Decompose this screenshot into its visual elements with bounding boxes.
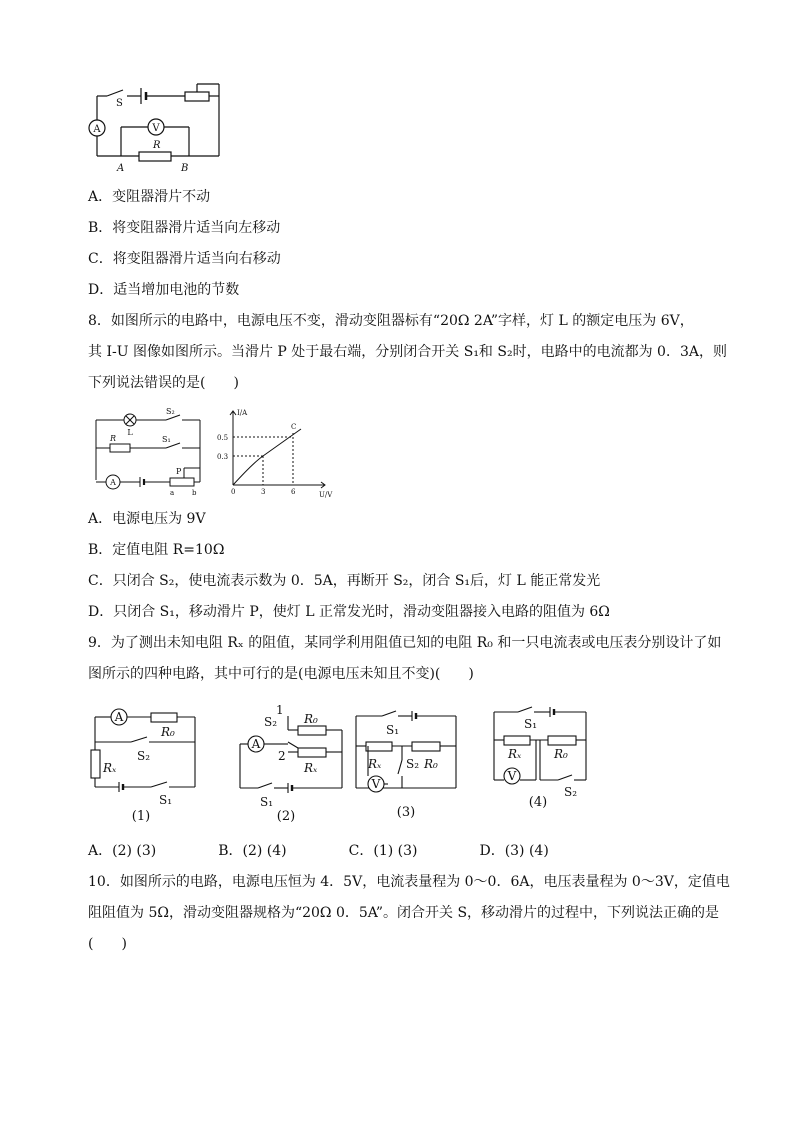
q7-resistor-label: R	[153, 140, 161, 151]
q7-option-b: B．将变阻器滑片适当向左移动	[88, 220, 281, 236]
q9-f3-caption: (3)	[396, 805, 416, 820]
q8-option-b: B．定值电阻 R=10Ω	[88, 542, 225, 558]
q8-stem-line-3: 下列说法错误的是( )	[88, 375, 239, 391]
q8-graph-ylabel: I/A	[237, 409, 248, 417]
q7-option-d: D．适当增加电池的节数	[88, 282, 240, 298]
q8-s2-label: S₂	[166, 408, 175, 416]
q9-figure-2	[230, 696, 348, 826]
q8-option-c: C．只闭合 S₂，使电流表示数为 0．5A，再断开 S₂，闭合 S₁后，灯 L 能正常发光	[88, 573, 601, 589]
q9-f1-label-s1: S₁	[159, 793, 173, 807]
q9-f2-label-r0: R₀	[304, 712, 318, 726]
q7-point-b-label: B	[181, 163, 189, 174]
q9-f1-label-ammeter: A	[114, 710, 124, 724]
q9-f4-caption: (4)	[528, 795, 548, 810]
q9-f4-label-rx: Rₓ	[508, 747, 522, 761]
q7-voltmeter-label: V	[152, 123, 160, 134]
q8-option-a: A．电源电压为 9V	[88, 511, 206, 527]
q9-f1-label-rx: Rₓ	[103, 761, 117, 775]
q7-point-a-label: A	[117, 163, 125, 174]
q8-resistor-label: R	[110, 434, 117, 443]
q9-f2-label-2: 2	[278, 749, 286, 763]
q9-f2-caption: (2)	[276, 809, 296, 824]
q8-end-a-label: a	[170, 489, 175, 497]
q9-f4-label-voltmeter: V	[507, 769, 517, 783]
q9-options-row	[88, 842, 611, 860]
q8-graph-ytick-05: 0.5	[217, 434, 229, 442]
q7-option-c: C．将变阻器滑片适当向右移动	[88, 251, 281, 267]
q8-graph-ytick-03: 0.3	[217, 453, 229, 461]
q8-stem-line-2: 其 I-U 图像如图所示。当滑片 P 处于最右端，分别闭合开关 S₁和 S₂时，电路中的电流都为 0．3A，则	[88, 344, 727, 360]
q9-f1-label-s2: S₂	[137, 749, 151, 763]
q9-f3-label-s1: S₁	[386, 723, 400, 737]
q9-stem-line-2: 图所示的四种电路，其中可行的是(电源电压未知且不变)( )	[88, 666, 474, 682]
q9-f4-label-r0: R₀	[554, 747, 568, 761]
q9-f4-label-s2: S₂	[564, 785, 578, 799]
q9-f3-label-r0: R₀	[424, 757, 438, 771]
q9-f3-label-rx: Rₓ	[368, 757, 382, 771]
q9-figure-4	[488, 700, 592, 814]
q9-stem-line-1: 9．为了测出未知电阻 Rₓ 的阻值，某同学利用阻值已知的电阻 R₀ 和一只电流表或电压表分别设计了如	[88, 635, 722, 651]
q10-stem-line-2: 阻阻值为 5Ω，滑动变阻器规格为“20Ω 0．5A”。闭合开关 S，移动滑片的过程中，下列说法正确的是	[88, 905, 720, 921]
q10-stem-line-3: ( )	[88, 936, 127, 952]
q10-stem-line-1: 10．如图所示的电路，电源电压恒为 4．5V，电流表量程为 0～0．6A，电压表量程为 0～3V，定值电	[88, 874, 730, 890]
q8-option-d: D．只闭合 S₁，移动滑片 P，使灯 L 正常发光时，滑动变阻器接入电路的阻值为 6Ω	[88, 604, 610, 620]
q8-circuit-figure	[90, 408, 206, 498]
q8-graph-xlabel: U/V	[319, 491, 333, 499]
q9-f3-label-s2: S₂	[406, 757, 420, 771]
q9-figure-3	[352, 706, 462, 822]
q8-lamp-label: L	[127, 428, 133, 437]
q9-option-d: D．(3) (4)	[479, 843, 549, 859]
q7-ammeter-label: A	[93, 124, 101, 135]
q9-f2-label-rx: Rₓ	[304, 761, 318, 775]
q9-f2-label-1: 1	[276, 703, 284, 717]
q7-circuit-figure	[85, 82, 230, 174]
q8-graph-origin: 0	[231, 488, 236, 496]
q9-f1-caption: (1)	[131, 809, 151, 824]
q9-option-b: B．(2) (4)	[218, 843, 287, 859]
q8-end-b-label: b	[192, 489, 197, 497]
q7-switch-label: S	[116, 98, 123, 109]
q8-stem-line-1: 8．如图所示的电路中，电源电压不变，滑动变阻器标有“20Ω 2A”字样，灯 L 的额定电压为 6V，	[88, 313, 694, 329]
q9-f2-label-ammeter: A	[251, 737, 261, 751]
q8-slider-label: P	[176, 467, 182, 476]
q8-graph-xtick-6: 6	[291, 488, 296, 496]
q9-f4-label-s1: S₁	[524, 717, 538, 731]
q9-f2-label-s2: S₂	[264, 715, 278, 729]
q9-f2-label-s1: S₁	[260, 795, 274, 809]
q8-iu-graph	[215, 405, 337, 500]
q8-s1-label: S₁	[162, 435, 171, 444]
q8-graph-point-c: C	[291, 423, 297, 431]
q9-f3-label-voltmeter: V	[371, 777, 381, 791]
q8-ammeter-label: A	[110, 478, 116, 487]
q8-graph-xtick-3: 3	[261, 488, 266, 496]
q9-figure-1	[85, 702, 205, 826]
q7-option-a: A．变阻器滑片不动	[88, 189, 211, 205]
q9-option-c: C．(1) (3)	[348, 843, 418, 859]
q9-option-a: A．(2) (3)	[88, 843, 157, 859]
q9-f1-label-r0: R₀	[161, 725, 175, 739]
